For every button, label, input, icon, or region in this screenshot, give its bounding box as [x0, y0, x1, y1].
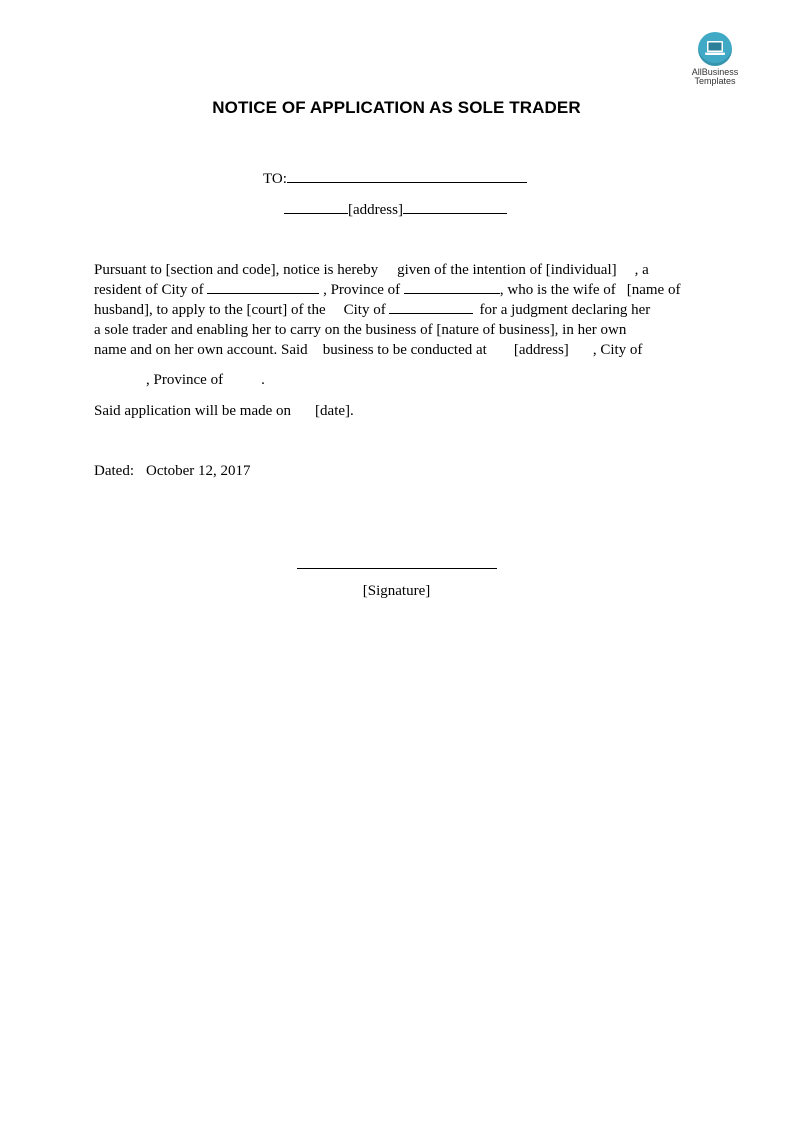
paragraph-line-1 [94, 260, 680, 280]
paragraph-text: for a judgment declaring her [479, 302, 651, 318]
address-blank-right [403, 201, 507, 214]
address-placeholder: [address] [348, 202, 403, 218]
paragraph-text: City of [343, 302, 386, 318]
court-city-blank [389, 301, 473, 314]
province-line [146, 370, 265, 390]
paragraph-line-3 [94, 300, 680, 320]
city-blank [207, 281, 319, 294]
province-line-period: . [261, 372, 265, 388]
dated-value: October 12, 2017 [145, 463, 251, 479]
logo-text-line2: Templates [694, 76, 736, 86]
paragraph-line-4 [94, 320, 680, 340]
logo-text [683, 68, 747, 86]
paragraph-text: name and on her own account. Said [94, 342, 308, 358]
paragraph-text: , City of [592, 342, 643, 358]
to-line [263, 170, 527, 188]
laptop-icon [698, 32, 732, 66]
signature-label: [Signature] [362, 583, 431, 599]
province-blank [404, 281, 500, 294]
allbusiness-templates-logo [683, 32, 747, 86]
application-date-line [94, 401, 354, 421]
to-label: TO: [263, 171, 287, 187]
paragraph-line-2 [94, 280, 680, 300]
paragraph-text: a sole trader and enabling her to carry on the business of [nature of business], in her own [94, 322, 627, 338]
paragraph-text: given of the intention of [individual] [397, 262, 617, 278]
paragraph-text: business to be conducted at [322, 342, 487, 358]
to-blank [287, 170, 527, 183]
logo-text-line1: AllBusiness [691, 67, 739, 77]
paragraph-text: husband], to apply to the [court] of the [94, 302, 326, 318]
paragraph-text: Pursuant to [section and code], notice is hereby [94, 262, 379, 278]
paragraph-text: [name of [626, 282, 681, 298]
dated-line [94, 461, 251, 481]
application-date-text: Said application will be made on [94, 403, 292, 419]
paragraph-text: [address] [513, 342, 569, 358]
paragraph-text: resident of City of [94, 282, 204, 298]
notice-paragraph [94, 260, 680, 360]
address-line [284, 201, 507, 219]
province-line-text: , Province of [146, 372, 224, 388]
dated-label: Dated: [94, 463, 134, 479]
paragraph-text: , a [634, 262, 649, 278]
signature-line [297, 568, 497, 569]
address-blank-left [284, 201, 348, 214]
document-title: NOTICE OF APPLICATION AS SOLE TRADER [212, 98, 581, 117]
paragraph-text: , who is the wife of [499, 282, 616, 298]
application-date-placeholder: [date]. [315, 403, 354, 419]
paragraph-line-5 [94, 340, 680, 360]
paragraph-text: , Province of [323, 282, 401, 298]
